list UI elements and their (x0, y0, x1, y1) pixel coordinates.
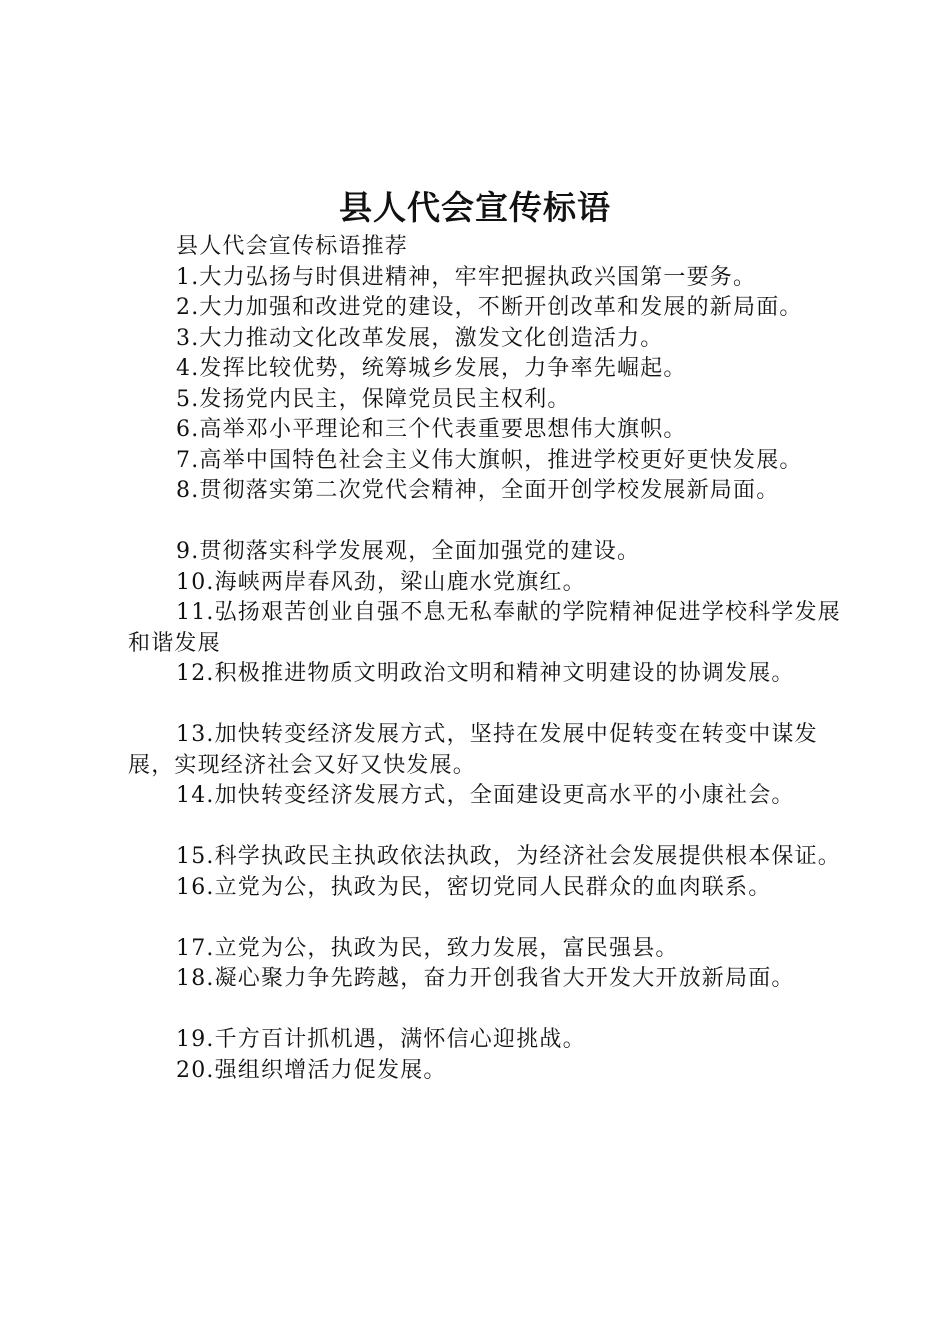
document-subtitle: 县人代会宣传标语推荐 (176, 234, 409, 259)
slogan-item: 2.大力加强和改进党的建设，不断开创改革和发展的新局面。 (176, 295, 803, 320)
slogan-item: 11.弘扬艰苦创业自强不息无私奉献的学院精神促进学校科学发展和谐发展 (128, 600, 841, 656)
slogan-item: 5.发扬党内民主，保障党员民主权利。 (176, 386, 571, 412)
slogan-item: 16.立党为公，执政为民，密切党同人民群众的血肉联系。 (176, 874, 772, 900)
slogan-item: 20.强组织增活力促发展。 (176, 1057, 447, 1083)
slogan-item: 19.千方百计抓机遇，满怀信心迎挑战。 (176, 1027, 586, 1052)
slogan-item: 1.大力弘扬与时俱进精神，牢牢把握执政兴国第一要务。 (176, 264, 757, 290)
slogan-item: 10.海峡两岸春风劲，梁山鹿水党旗红。 (176, 569, 586, 595)
slogan-item: 13.加快转变经济发展方式，坚持在发展中促转变在转变中谋发展，实现经济社会又好又快发展。 (128, 722, 818, 778)
slogan-item: 18.凝心聚力争先跨越，奋力开创我省大开发大开放新局面。 (176, 966, 795, 991)
slogan-item: 14.加快转变经济发展方式，全面建设更高水平的小康社会。 (176, 783, 795, 808)
slogan-item: 12.积极推进物质文明政治文明和精神文明建设的协调发展。 (176, 661, 795, 686)
slogan-item: 8.贯彻落实第二次党代会精神，全面开创学校发展新局面。 (176, 478, 780, 503)
slogan-item: 6.高举邓小平理论和三个代表重要思想伟大旗帜。 (176, 417, 687, 442)
slogan-item: 15.科学执政民主执政依法执政，为经济社会发展提供根本保证。 (176, 844, 841, 869)
slogan-item: 7.高举中国特色社会主义伟大旗帜，推进学校更好更快发展。 (176, 447, 803, 473)
document-body (128, 232, 850, 1086)
slogan-item: 3.大力推动文化改革发展，激发文化创造活力。 (176, 325, 664, 351)
slogan-item: 4.发挥比较优势，统筹城乡发展，力争率先崛起。 (176, 356, 687, 381)
slogan-item: 17.立党为公，执政为民，致力发展，富民强县。 (176, 935, 679, 961)
page-title: 县人代会宣传标语 (339, 188, 611, 227)
slogan-item: 9.贯彻落实科学发展观，全面加强党的建设。 (176, 539, 641, 564)
